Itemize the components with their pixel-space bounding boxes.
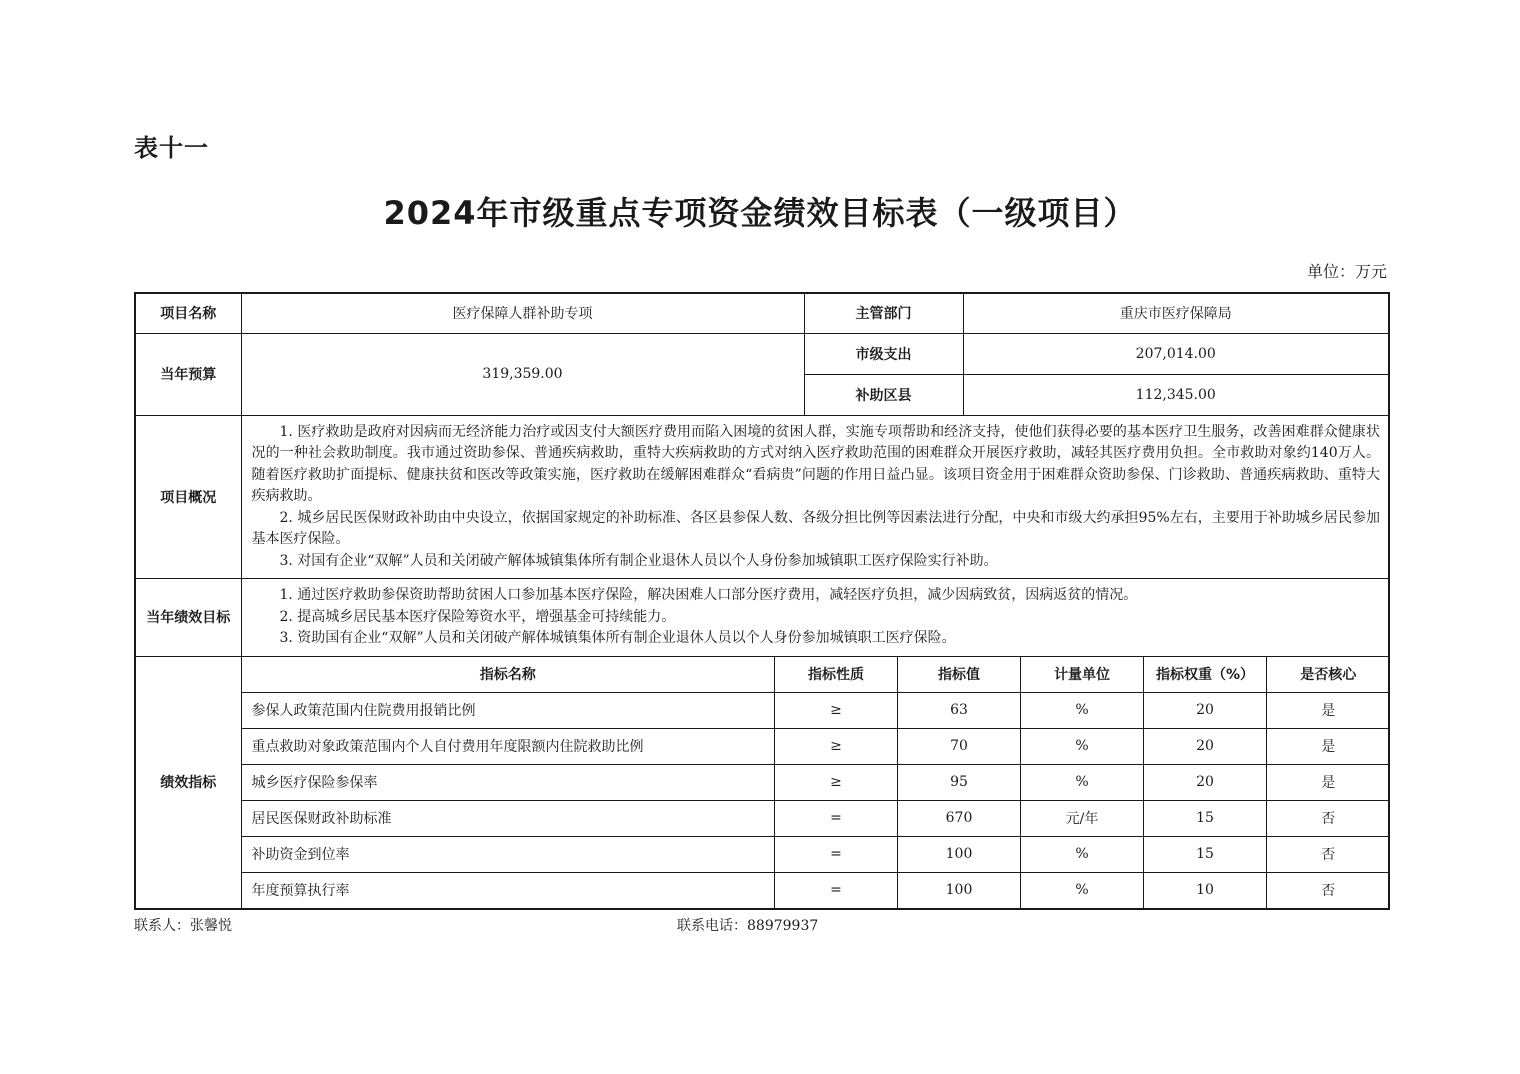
indicator-operator: = — [775, 836, 898, 872]
indicators-table — [242, 657, 1390, 908]
indicator-header: 计量单位 — [1021, 657, 1144, 693]
indicator-weight: 15 — [1144, 836, 1267, 872]
indicator-value: 95 — [898, 764, 1021, 800]
dept-value: 重庆市医疗保障局 — [963, 293, 1389, 333]
indicator-value: 70 — [898, 728, 1021, 764]
table-label: 表十一 — [134, 134, 209, 162]
overview-label: 项目概况 — [135, 415, 241, 579]
goal-item: 1. 通过医疗救助参保资助帮助贫困人口参加基本医疗保险，解决困难人口部分医疗费用，减轻医疗负担，减少因病致贫，因病返贫的情况。 — [279, 587, 1138, 603]
table-row — [242, 872, 1390, 908]
goals-label: 当年绩效目标 — [135, 579, 241, 657]
dept-label: 主管部门 — [804, 293, 963, 333]
overview-paragraph: 2. 城乡居民医保财政补助由中央设立，依据国家规定的补助标准、各区县参保人数、各级分担比例等因素法进行分配，中央和市级大约承担95%左右，主要用于补助城乡居民参加基本医疗保险。 — [251, 509, 1380, 547]
goal-item: 3. 资助国有企业“双解”人员和关闭破产解体城镇集体所有制企业退休人员以个人身份参加城镇职工医疗保险。 — [279, 630, 956, 646]
indicator-value: 100 — [898, 872, 1021, 908]
project-name-label: 项目名称 — [135, 293, 241, 333]
table-row — [242, 836, 1390, 872]
indicator-name: 居民医保财政补助标准 — [242, 800, 775, 836]
indicator-name: 补助资金到位率 — [242, 836, 775, 872]
indicator-weight: 20 — [1144, 692, 1267, 728]
indicator-operator: = — [775, 872, 898, 908]
unit-label: 单位：万元 — [1306, 262, 1387, 281]
indicator-header: 是否核心 — [1267, 657, 1390, 693]
indicator-core: 是 — [1267, 764, 1390, 800]
indicator-operator: ≥ — [775, 728, 898, 764]
indicator-core: 否 — [1267, 800, 1390, 836]
indicator-unit: 元/年 — [1021, 800, 1144, 836]
indicator-core: 否 — [1267, 836, 1390, 872]
contact-person: 联系人：张馨悦 — [134, 918, 232, 934]
indicator-header: 指标性质 — [775, 657, 898, 693]
project-name-value: 医疗保障人群补助专项 — [241, 293, 804, 333]
indicator-value: 63 — [898, 692, 1021, 728]
indicator-value: 670 — [898, 800, 1021, 836]
indicator-weight: 20 — [1144, 728, 1267, 764]
indicator-unit: % — [1021, 728, 1144, 764]
indicator-name: 年度预算执行率 — [242, 872, 775, 908]
indicator-operator: = — [775, 800, 898, 836]
indicator-core: 是 — [1267, 728, 1390, 764]
goals-text — [241, 579, 1389, 657]
county-subsidy-value: 112,345.00 — [963, 374, 1389, 415]
indicator-unit: % — [1021, 836, 1144, 872]
indicator-unit: % — [1021, 872, 1144, 908]
contact-phone: 联系电话：88979937 — [677, 918, 819, 934]
performance-table — [134, 292, 1390, 910]
indicator-name: 重点救助对象政策范围内个人自付费用年度限额内住院救助比例 — [242, 728, 775, 764]
indicator-weight: 20 — [1144, 764, 1267, 800]
goal-item: 2. 提高城乡居民基本医疗保险筹资水平，增强基金可持续能力。 — [279, 608, 676, 625]
table-row — [242, 692, 1390, 728]
city-expense-label: 市级支出 — [804, 333, 963, 374]
indicator-operator: ≥ — [775, 692, 898, 728]
indicator-name: 城乡医疗保险参保率 — [242, 764, 775, 800]
indicator-core: 是 — [1267, 692, 1390, 728]
indicator-unit: % — [1021, 764, 1144, 800]
indicator-header: 指标权重（%） — [1144, 657, 1267, 693]
table-row — [242, 764, 1390, 800]
indicator-name: 参保人政策范围内住院费用报销比例 — [242, 692, 775, 728]
indicator-value: 100 — [898, 836, 1021, 872]
indicators-cell — [241, 656, 1389, 909]
county-subsidy-label: 补助区县 — [804, 374, 963, 415]
indicator-weight: 10 — [1144, 872, 1267, 908]
overview-paragraph: 3. 对国有企业“双解”人员和关闭破产解体城镇集体所有制企业退休人员以个人身份参加城镇职工医疗保险实行补助。 — [279, 552, 998, 569]
indicators-label: 绩效指标 — [135, 656, 241, 909]
city-expense-value: 207,014.00 — [963, 333, 1389, 374]
indicator-core: 否 — [1267, 872, 1390, 908]
indicator-unit: % — [1021, 692, 1144, 728]
indicator-operator: ≥ — [775, 764, 898, 800]
budget-label: 当年预算 — [135, 333, 241, 415]
table-row — [242, 728, 1390, 764]
overview-paragraph: 1. 医疗救助是政府对因病而无经济能力治疗或因支付大额医疗费用而陷入困境的贫困人群，实施专项帮助和经济支持，使他们获得必要的基本医疗卫生服务，改善困难群众健康状况的一种社会救助制度。我市通过资助参保、普通疾病救助，重特大疾病救助的方式对纳入医疗救助范围的困难群众开展医疗救助，减轻其医疗费用负担。全市救助对象约140万人。随着医疗救助扩面提标、健康扶贫和医改等政策实施，医疗救助在缓解困难群众“看病贵”问题的作用日益凸显。该项目资金用于困难群众资助参保、门诊救助、普通疾病救助、重特大疾病救助。 — [251, 423, 1380, 504]
indicator-header: 指标值 — [898, 657, 1021, 693]
budget-value: 319,359.00 — [241, 333, 804, 415]
indicator-header: 指标名称 — [242, 657, 775, 693]
overview-text — [241, 415, 1389, 579]
indicator-weight: 15 — [1144, 800, 1267, 836]
page-title: 2024年市级重点专项资金绩效目标表（一级项目） — [383, 194, 1137, 232]
table-row — [242, 800, 1390, 836]
